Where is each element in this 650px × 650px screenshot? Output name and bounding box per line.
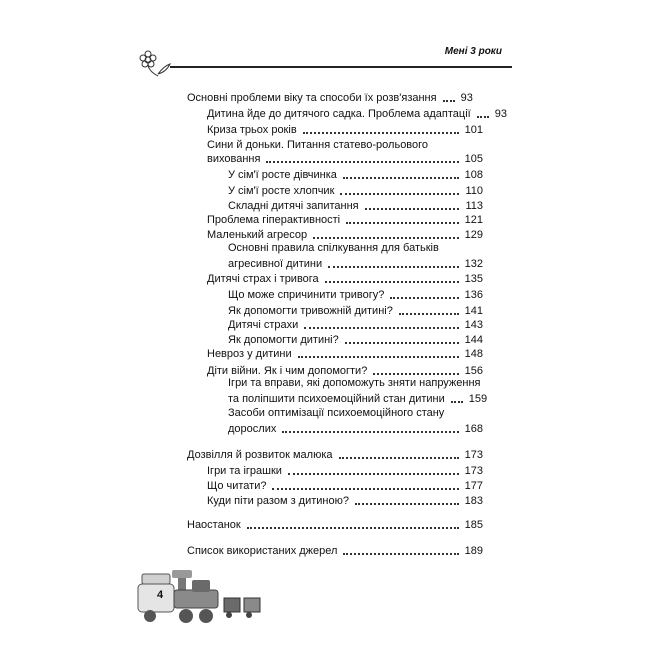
toc-entry[interactable] xyxy=(207,226,483,242)
toc-entry-title: Ігри та вправи, які допоможуть зняти напруження xyxy=(228,377,481,389)
toc-entry-title: Ігри та іграшки xyxy=(207,465,282,477)
toc-entry[interactable] xyxy=(228,420,483,436)
toc-entry-page: 135 xyxy=(464,273,483,285)
toc-entry-page: 143 xyxy=(464,319,483,331)
toc-entry-title: Список використаних джерел xyxy=(187,545,338,557)
toc-entry-page: 177 xyxy=(464,480,483,492)
toc-entry[interactable] xyxy=(207,492,483,508)
toc-entry-title: Як допомогти дитині? xyxy=(228,334,339,346)
toc-entry-title-cont: виховання xyxy=(207,153,261,165)
toc-entry-title-cont: дорослих xyxy=(228,423,277,435)
toc-entry-page: 144 xyxy=(464,334,483,346)
toc-entry-title: Сини й доньки. Питання статево-рольового xyxy=(207,139,429,151)
toc-entry[interactable] xyxy=(228,316,483,332)
toc-entry-title: Що читати? xyxy=(207,480,267,492)
toc-entry-title: Як допомогти тривожній дитині? xyxy=(228,305,393,317)
dot-leader xyxy=(443,100,455,102)
dot-leader xyxy=(343,177,459,179)
dot-leader xyxy=(325,281,459,283)
toc-entry-page: 108 xyxy=(464,169,483,181)
toc-entry[interactable] xyxy=(228,166,483,182)
toc-entry-page: 105 xyxy=(464,153,483,165)
toc-entry-title: Основні проблеми віку та способи їх розв'язання xyxy=(187,92,437,104)
dot-leader xyxy=(451,401,463,403)
toc-entry-title: Дитячі страх і тривога xyxy=(207,273,319,285)
toc-entry[interactable] xyxy=(187,516,483,532)
toc-entry-page: 101 xyxy=(464,124,483,136)
dot-leader xyxy=(373,373,458,375)
toc-entry-title: У сім'ї росте дівчинка xyxy=(228,169,337,181)
toc-entry[interactable] xyxy=(228,182,483,198)
toc-entry-page: 136 xyxy=(464,289,483,301)
toc-entry[interactable] xyxy=(207,150,483,166)
toc-entry-title: Дитина йде до дитячого садка. Проблема адаптації xyxy=(207,108,471,120)
toc-entry[interactable] xyxy=(187,542,483,558)
toc-entry[interactable] xyxy=(187,446,483,462)
toc-entry-title: Криза трьох років xyxy=(207,124,297,136)
toc-entry-title: Куди піти разом з дитиною? xyxy=(207,495,349,507)
toc-entry-page: 185 xyxy=(464,519,483,531)
dot-leader xyxy=(477,116,489,118)
toc-entry-page: 132 xyxy=(464,258,483,270)
toc-entry-title-cont: та поліпшити психоемоційний стан дитини xyxy=(228,393,445,405)
dot-leader xyxy=(313,237,459,239)
toc-entry-page: 113 xyxy=(465,200,483,212)
toc-entry-title: Основні правила спілкування для батьків xyxy=(228,242,439,254)
dot-leader xyxy=(390,297,458,299)
toc-entry[interactable] xyxy=(228,255,483,271)
toc-entry-page: 129 xyxy=(464,229,483,241)
toc-entry[interactable] xyxy=(207,477,483,493)
dot-leader xyxy=(266,161,458,163)
dot-leader xyxy=(328,266,459,268)
toc-entry-page: 183 xyxy=(464,495,483,507)
toc-entry-title: Складні дитячі запитання xyxy=(228,200,359,212)
dot-leader xyxy=(399,313,459,315)
page-number: 4 xyxy=(156,589,164,601)
toc-entry[interactable] xyxy=(228,286,483,302)
toc-entry-title: Проблема гіперактивності xyxy=(207,214,341,226)
toc-entry-title-cont: агресивної дитини xyxy=(228,258,323,270)
dot-leader xyxy=(345,342,459,344)
dot-leader xyxy=(303,132,459,134)
toc-entry-page: 141 xyxy=(464,305,483,317)
dot-leader xyxy=(272,488,458,490)
dot-leader xyxy=(339,457,459,459)
toc-entry[interactable] xyxy=(207,211,483,227)
dot-leader xyxy=(298,356,459,358)
dot-leader xyxy=(365,208,460,210)
toc-entry-page: 156 xyxy=(464,365,483,377)
toc-entry-title: Дозвілля й розвиток малюка xyxy=(187,449,333,461)
dot-leader xyxy=(343,553,458,555)
toc-entry-page: 173 xyxy=(464,449,483,461)
toc-entry-page: 110 xyxy=(465,185,483,197)
toc-entry[interactable] xyxy=(187,89,473,105)
dot-leader xyxy=(346,222,459,224)
dot-leader xyxy=(247,527,459,529)
dot-leader xyxy=(304,327,458,329)
toc-entry[interactable] xyxy=(207,345,483,361)
toc-entry[interactable] xyxy=(207,270,483,286)
toc-entry-title: Що може спричинити тривогу? xyxy=(228,289,385,301)
toc-entry-title: У сім'ї росте хлопчик xyxy=(228,185,335,197)
toc-entry-title: Невроз у дитини xyxy=(207,348,292,360)
toc-entry-page: 168 xyxy=(464,423,483,435)
toc-entry[interactable] xyxy=(228,390,488,406)
toc-entry-page: 159 xyxy=(468,393,488,405)
dot-leader xyxy=(340,193,459,195)
toc-entry[interactable] xyxy=(207,105,507,121)
toc-entry[interactable] xyxy=(207,462,483,478)
dot-leader xyxy=(282,431,458,433)
toc-entry-page: 148 xyxy=(464,348,483,360)
toc-entry-page: 93 xyxy=(494,108,507,120)
toc-entry-title: Дитячі страхи xyxy=(228,319,299,331)
toc-entry-title: Засоби оптимізації психоемоційного стану xyxy=(228,407,445,419)
toc-entry-page: 173 xyxy=(464,465,483,477)
toc-entry-page: 121 xyxy=(464,214,483,226)
toc-entry-title: Діти війни. Як і чим допомогти? xyxy=(207,365,368,377)
running-title: Мені 3 роки xyxy=(444,46,502,57)
toc-entry-page: 189 xyxy=(464,545,483,557)
dot-leader xyxy=(288,473,459,475)
toc-entry[interactable] xyxy=(207,121,483,137)
toc-entry-title: Наостанок xyxy=(187,519,241,531)
toc-entry-page: 93 xyxy=(460,92,473,104)
dot-leader xyxy=(355,503,459,505)
toc-entry-title: Маленький агресор xyxy=(207,229,308,241)
